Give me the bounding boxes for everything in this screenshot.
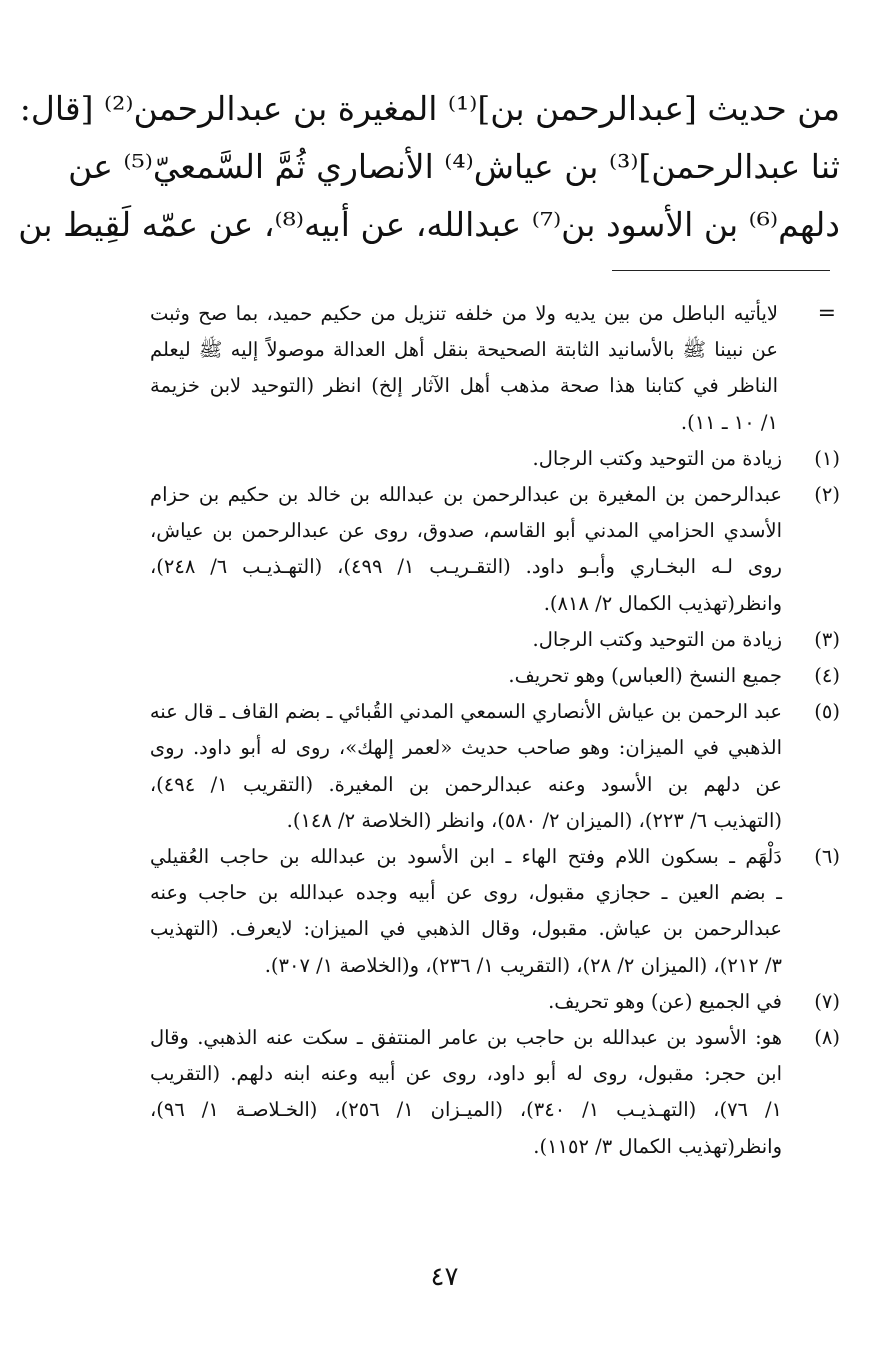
footnote-marker: (٤) xyxy=(814,664,840,688)
page-number: ٤٧ xyxy=(430,1262,459,1292)
footnote-continuation xyxy=(150,296,840,441)
footnote-separator xyxy=(612,270,830,271)
footnote-line: دَلْهَم ـ بسكون اللام وفتح الهاء ـ ابن الأسود بن عبدالله بن حاجب العُقيلي xyxy=(150,845,782,869)
footnote-line: لايأتيه الباطل من بين يديه ولا من خلفه تنزيل من حكيم حميد، بما صح وثبت xyxy=(150,302,778,325)
footnote-body xyxy=(150,1020,782,1165)
footnote-6 xyxy=(150,839,840,984)
footnote-line: هو: الأسود بن عبدالله بن حاجب بن عامر المنتفق ـ سكت عنه الذهبي. وقال xyxy=(150,1026,782,1050)
footnote-body xyxy=(150,441,782,477)
footnote-line: في الجميع (عن) وهو تحريف. xyxy=(548,989,782,1013)
footnote-line: ٣/ ٢١٢)، (الميزان ٢/ ٢٨)، (التقريب ١/ ٢٣٦)، و(الخلاصة ١/ ٣٠٧). xyxy=(264,953,782,977)
main-text xyxy=(18,80,840,254)
footnote-3 xyxy=(150,622,840,658)
footnote-line: الناظر في كتابنا هذا صحة مذهب أهل الآثار إلخ) انظر (التوحيد لابن خزيمة xyxy=(150,374,778,398)
footnote-7 xyxy=(150,984,840,1020)
footnote-line: وانظر(تهذيب الكمال ٣/ ١١٥٢). xyxy=(533,1134,782,1158)
footnote-5 xyxy=(150,694,840,839)
footnote-marker: (٧) xyxy=(814,989,840,1013)
footnote-line: ابن حجر: مقبول، روى له أبو داود، روى عن أبيه وعنه ابنه دلهم. (التقريب xyxy=(150,1062,782,1086)
footnote-body xyxy=(150,296,778,441)
footnote-marker: (٥) xyxy=(814,700,840,724)
footnote-body xyxy=(150,477,782,622)
footnote-marker: (٣) xyxy=(814,627,840,651)
footnote-body xyxy=(150,622,782,658)
footnote-marker: (٢) xyxy=(814,483,840,507)
footnote-line: وانظر(تهذيب الكمال ٢/ ٨١٨). xyxy=(543,591,782,615)
main-text-line: ثنا عبدالرحمن]⁽³⁾ بن عياش⁽⁴⁾ الأنصاري ثُمَّ السَّمعيّ⁽⁵⁾ عن xyxy=(68,147,840,186)
footnote-body xyxy=(150,658,782,694)
footnote-line: عبد الرحمن بن عياش الأنصاري السمعي المدني القُبائي ـ بضم القاف ـ قال عنه xyxy=(149,700,782,724)
footnote-body xyxy=(150,984,782,1020)
footnote-line: زيادة من التوحيد وكتب الرجال. xyxy=(532,627,782,651)
footnote-line: ١/ ٧٦)، (التهـذيـب ١/ ٣٤٠)، (الميـزان ١/ ٢٥٦)، (الخـلاصـة ١/ ٩٦)، xyxy=(150,1098,783,1122)
footnote-line: الأسدي الحزامي المدني أبو القاسم، صدوق، روى عن عبدالرحمن بن عياش، xyxy=(150,519,782,543)
main-text-line: دلهم⁽⁶⁾ بن الأسود بن⁽⁷⁾ عبدالله، عن أبيه⁽⁸⁾، عن عمّه لَقِيط بن xyxy=(18,205,840,244)
footnote-2 xyxy=(150,477,840,622)
footnote-line: جميع النسخ (العباس) وهو تحريف. xyxy=(508,664,782,688)
footnote-body xyxy=(150,694,782,839)
footnote-body xyxy=(150,839,782,984)
footnote-marker: (١) xyxy=(814,446,840,470)
footnote-marker: (٨) xyxy=(814,1026,840,1050)
footnote-line: عن دلهم بن الأسود وعنه عبدالرحمن بن المغيرة. (التقريب ١/ ٤٩٤)، xyxy=(149,772,782,796)
footnote-8 xyxy=(150,1020,840,1165)
footnote-line: الذهبي في الميزان: وهو صاحب حديث «لعمر إلهك»، روى له أبو داود. روى xyxy=(149,736,782,760)
footnote-line: عن نبينا ﷺ بالأسانيد الثابتة الصحيحة بنقل أهل العدالة موصولاً إليه ﷺ ليعلم xyxy=(150,338,778,362)
footnote-line: روى لـه البخـاري وأبـو داود. (التقـريـب ١/ ٤٩٩)، (التهـذيـب ٦/ ٢٤٨)، xyxy=(150,555,782,579)
footnote-line: عبدالرحمن بن عياش. مقبول، وقال الذهبي في الميزان: لايعرف. (التهذيب xyxy=(150,917,782,941)
footnote-4 xyxy=(150,658,840,694)
main-text-line: من حديث [عبدالرحمن بن]⁽¹⁾ المغيرة بن عبدالرحمن⁽²⁾ [قال: xyxy=(19,89,840,128)
footnotes xyxy=(150,296,840,1165)
footnote-line: (التهذيب ٦/ ٢٢٣)، (الميزان ٢/ ٥٨٠)، وانظر (الخلاصة ٢/ ١٤٨). xyxy=(286,808,782,832)
footnote-line: ١/ ١٠ ـ ١١). xyxy=(680,410,778,434)
footnote-line: عبدالرحمن بن المغيرة بن عبدالرحمن بن عبدالله بن خالد بن حكيم بن حزام xyxy=(150,483,782,507)
footnote-line: ـ بضم العين ـ حجازي مقبول، روى عن أبيه وجده عبدالله بن حاجب وعنه xyxy=(150,881,782,905)
footnote-line: زيادة من التوحيد وكتب الرجال. xyxy=(532,446,782,470)
footnote-marker: = xyxy=(817,301,836,326)
footnote-1 xyxy=(150,441,840,477)
footnote-marker: (٦) xyxy=(814,845,840,869)
